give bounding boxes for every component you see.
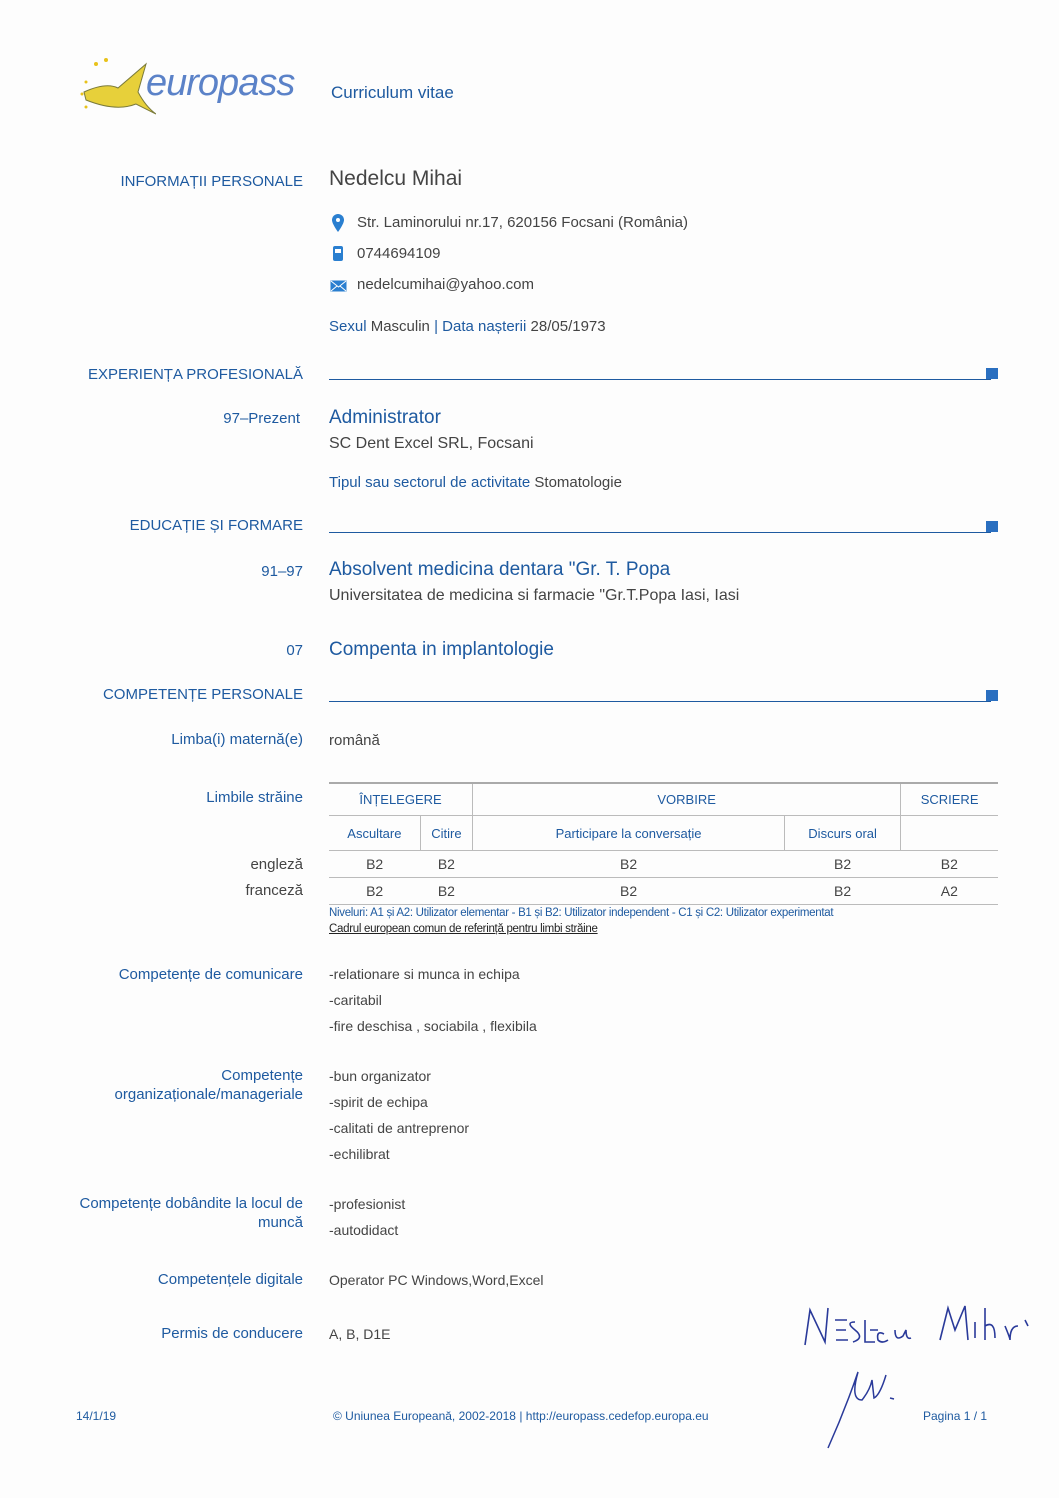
driving-license-label: Permis de conducere [161,1325,303,1342]
organisational-skills-label: organizaționale/manageriale [114,1086,303,1103]
sex-label: Sexul [329,318,367,335]
col-listening: Ascultare [329,816,420,851]
education-period: 07 [286,642,303,659]
mother-tongue: română [329,732,380,749]
separator: | [434,318,438,335]
footer-page-number: Pagina 1 / 1 [923,1409,988,1423]
sector-value: Stomatologie [534,474,622,491]
col-interaction: Participare la conversație [473,816,785,851]
mobile-phone-icon [332,245,344,267]
footer-date: 14/1/19 [76,1409,117,1423]
section-marker [986,368,998,379]
group-understanding: ÎNȚELEGERE [329,783,473,816]
digital-skills: Operator PC Windows,Word,Excel [329,1272,544,1288]
group-speaking: VORBIRE [473,783,901,816]
digital-skills-label: Competențele digitale [157,1271,303,1288]
section-divider [329,379,991,380]
logo-text: europass [146,62,295,104]
mother-tongue-label: Limba(i) maternă(e) [171,731,303,748]
job-skills-label: Competențe dobândite la locul de [79,1195,303,1212]
language-name: franceză [245,882,303,899]
level-cell: B2 [420,878,472,905]
language-name: engleză [250,856,303,873]
table-row [329,878,998,905]
level-cell: B2 [329,851,420,878]
europass-star-figure-icon [76,52,156,122]
communication-skill: -relationare si munca in echipa [329,966,520,982]
section-skills: COMPETENȚE PERSONALE [102,686,303,703]
organisational-skill: -bun organizator [329,1068,431,1084]
education-title: Absolvent medicina dentara "Gr. T. Popa [329,559,671,580]
table-row [329,851,998,878]
level-cell: B2 [785,878,901,905]
level-cell: B2 [329,878,420,905]
col-production: Discurs oral [785,816,901,851]
education-title: Compenta in implantologie [329,639,554,660]
sex-birth-line [329,318,606,335]
section-personal-info: INFORMAȚII PERSONALE [120,173,303,190]
col-empty [901,816,998,851]
organisational-skills-label: Competențe [221,1067,303,1084]
birth-label: Data nașterii [442,318,527,335]
phone: 0744694109 [357,245,441,262]
organisational-skill: -spirit de echipa [329,1094,428,1110]
level-cell: B2 [901,851,998,878]
section-education: EDUCAȚIE ȘI FORMARE [129,517,303,534]
handwritten-signature [800,1300,1050,1465]
sector-label: Tipul sau sectorul de activitate [329,474,531,491]
section-divider [329,701,991,702]
birth-value: 28/05/1973 [530,318,606,335]
europass-logo [76,52,311,122]
levels-note: Niveluri: A1 și A2: Utilizator elementar - B1 și B2: Utilizator independent - C1 și C2: Utilizator experimentat [329,907,834,919]
driving-license: A, B, D1E [329,1326,391,1342]
foreign-languages-label: Limbile străine [206,789,303,806]
location-pin-icon [331,214,345,237]
organisational-skill: -calitati de antreprenor [329,1120,470,1136]
level-cell: B2 [473,851,785,878]
job-title: Administrator [329,407,441,428]
level-cell: B2 [785,851,901,878]
col-reading: Citire [420,816,472,851]
section-marker [986,521,998,532]
address: Str. Laminorului nr.17, 620156 Focsani (România) [357,214,689,231]
level-cell: A2 [901,878,998,905]
cefr-link[interactable]: Cadrul european comun de referință pentru limbi străine [329,923,598,935]
level-cell: B2 [473,878,785,905]
organisational-skill: -echilibrat [329,1146,390,1162]
sex-value: Masculin [370,318,430,335]
employer: SC Dent Excel SRL, Focsani [329,435,534,452]
footer-copyright: © Uniunea Europeană, 2002-2018 | http://europass.cedefop.europa.eu [333,1409,709,1423]
email[interactable]: nedelcumihai@yahoo.com [357,276,534,293]
job-skill: -autodidact [329,1222,399,1238]
level-cell: B2 [420,851,472,878]
person-name: Nedelcu Mihai [329,167,463,190]
section-marker [986,690,998,701]
job-skill: -profesionist [329,1196,406,1212]
experience-period: 97–Prezent [223,410,300,427]
section-divider [329,532,991,533]
communication-skills-label: Competențe de comunicare [118,966,303,983]
education-org: Universitatea de medicina si farmacie "Gr.T.Popa Iasi, Iasi [329,587,740,604]
group-writing: SCRIERE [901,783,998,816]
email-envelope-icon [330,279,347,297]
job-skills-label: muncă [257,1214,303,1231]
language-levels-table [329,782,998,905]
education-period: 91–97 [261,563,303,580]
section-experience: EXPERIENȚA PROFESIONALĂ [87,366,303,383]
communication-skill: -fire deschisa , sociabila , flexibila [329,1018,537,1034]
document-title: Curriculum vitae [331,83,454,102]
sector-line [329,474,622,491]
communication-skill: -caritabil [329,992,382,1008]
